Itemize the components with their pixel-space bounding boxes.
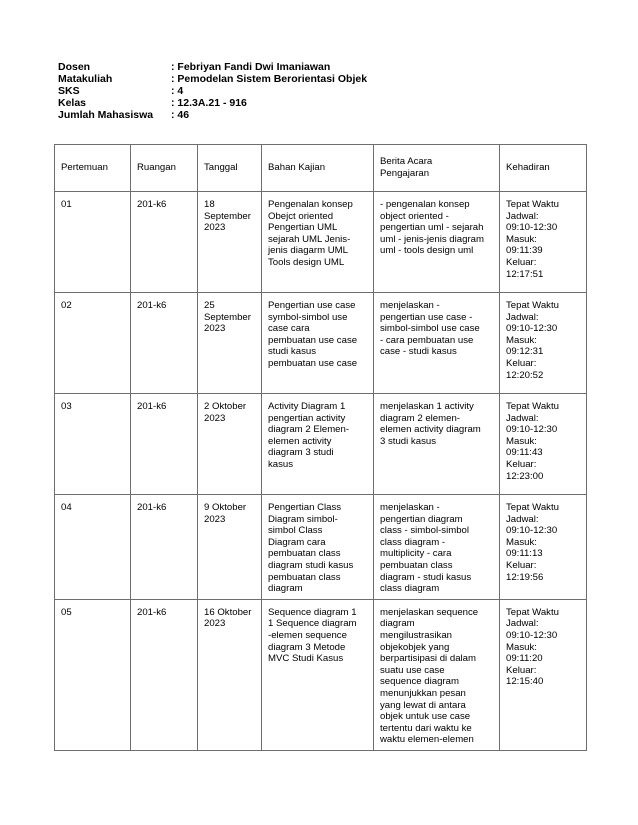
- header-pertemuan: Pertemuan: [55, 145, 131, 192]
- cell-ruangan: 201-k6: [131, 192, 198, 293]
- cell-pertemuan: 04: [55, 495, 131, 600]
- header-berita-acara: Berita Acara Pengajaran: [374, 145, 500, 192]
- info-label: Jumlah Mahasiswa: [58, 109, 154, 121]
- info-row-sks: [58, 85, 367, 97]
- cell-kehadiran: Tepat Waktu Jadwal: 09:10-12:30 Masuk: 09:11:20 Keluar: 12:15:40: [500, 599, 587, 750]
- cell-pertemuan: 01: [55, 192, 131, 293]
- cell-pertemuan: 02: [55, 293, 131, 394]
- cell-bahan-kajian: Pengenalan konsep Obejct oriented Pengertian UML sejarah UML Jenis- jenis diagarm UML Tools design UML: [262, 192, 374, 293]
- info-row-kelas: [58, 97, 367, 109]
- table-row: [55, 495, 587, 600]
- header-bahan-kajian: Bahan Kajian: [262, 145, 374, 192]
- header-ruangan: Ruangan: [131, 145, 198, 192]
- cell-kehadiran: Tepat Waktu Jadwal: 09:10-12:30 Masuk: 09:11:13 Keluar: 12:19:56: [500, 495, 587, 600]
- cell-berita-acara: menjelaskan - pengertian diagram class - simbol-simbol class diagram - multiplicity - cara pembuatan class diagram - studi kasus class diagram: [374, 495, 500, 600]
- table-row: [55, 394, 587, 495]
- cell-kehadiran: Tepat Waktu Jadwal: 09:10-12:30 Masuk: 09:11:43 Keluar: 12:23:00: [500, 394, 587, 495]
- cell-ruangan: 201-k6: [131, 394, 198, 495]
- cell-bahan-kajian: Activity Diagram 1 pengertian activity diagram 2 Elemen- elemen activity diagram 3 studi kasus: [262, 394, 374, 495]
- cell-bahan-kajian: Sequence diagram 1 1 Sequence diagram -elemen sequence diagram 3 Metode MVC Studi Kasus: [262, 599, 374, 750]
- header-kehadiran: Kehadiran: [500, 145, 587, 192]
- schedule-table: [54, 144, 587, 751]
- info-value: : 46: [171, 109, 190, 121]
- info-label: SKS: [58, 85, 80, 97]
- cell-berita-acara: menjelaskan 1 activity diagram 2 elemen- elemen activity diagram 3 studi kasus: [374, 394, 500, 495]
- cell-bahan-kajian: Pengertian Class Diagram simbol- simbol Class Diagram cara pembuatan class diagram studi kasus pembuatan class diagram: [262, 495, 374, 600]
- info-value: : Pemodelan Sistem Berorientasi Objek: [171, 73, 368, 85]
- table-row: [55, 192, 587, 293]
- cell-berita-acara: - pengenalan konsep object oriented - pengertian uml - sejarah uml - jenis-jenis diagram uml - tools design uml: [374, 192, 500, 293]
- cell-kehadiran: Tepat Waktu Jadwal: 09:10-12:30 Masuk: 09:11:39 Keluar: 12:17:51: [500, 192, 587, 293]
- table-header-row: [55, 145, 587, 192]
- cell-tanggal: 18 September 2023: [198, 192, 262, 293]
- cell-ruangan: 201-k6: [131, 495, 198, 600]
- cell-ruangan: 201-k6: [131, 293, 198, 394]
- info-label: Matakuliah: [58, 73, 113, 85]
- cell-tanggal: 2 Oktober 2023: [198, 394, 262, 495]
- cell-berita-acara: menjelaskan - pengertian use case - simbol-simbol use case - cara pembuatan use case - studi kasus: [374, 293, 500, 394]
- header-tanggal: Tanggal: [198, 145, 262, 192]
- info-value: : 12.3A.21 - 916: [171, 97, 247, 109]
- cell-bahan-kajian: Pengertian use case symbol-simbol use case cara pembuatan use case studi kasus pembuatan use case: [262, 293, 374, 394]
- info-label: Dosen: [58, 61, 91, 73]
- cell-tanggal: 25 September 2023: [198, 293, 262, 394]
- cell-tanggal: 9 Oktober 2023: [198, 495, 262, 600]
- cell-pertemuan: 03: [55, 394, 131, 495]
- info-row-jumlah-mahasiswa: [58, 109, 367, 121]
- info-row-dosen: [58, 61, 367, 73]
- info-value: : 4: [171, 85, 184, 97]
- cell-ruangan: 201-k6: [131, 599, 198, 750]
- table-row: [55, 599, 587, 750]
- info-label: Kelas: [58, 97, 87, 109]
- cell-berita-acara: menjelaskan sequence diagram mengilustrasikan objekobjek yang berpartisipasi di dalam suatu use case sequence diagram menunjukkan pesan yang lewat di antara objek untuk use case tertentu dari waktu ke waktu elemen-elemen: [374, 599, 500, 750]
- cell-kehadiran: Tepat Waktu Jadwal: 09:10-12:30 Masuk: 09:12:31 Keluar: 12:20:52: [500, 293, 587, 394]
- info-value: : Febriyan Fandi Dwi Imaniawan: [171, 61, 331, 73]
- course-info: [58, 61, 367, 121]
- cell-tanggal: 16 Oktober 2023: [198, 599, 262, 750]
- info-row-matakuliah: [58, 73, 367, 85]
- cell-pertemuan: 05: [55, 599, 131, 750]
- table-row: [55, 293, 587, 394]
